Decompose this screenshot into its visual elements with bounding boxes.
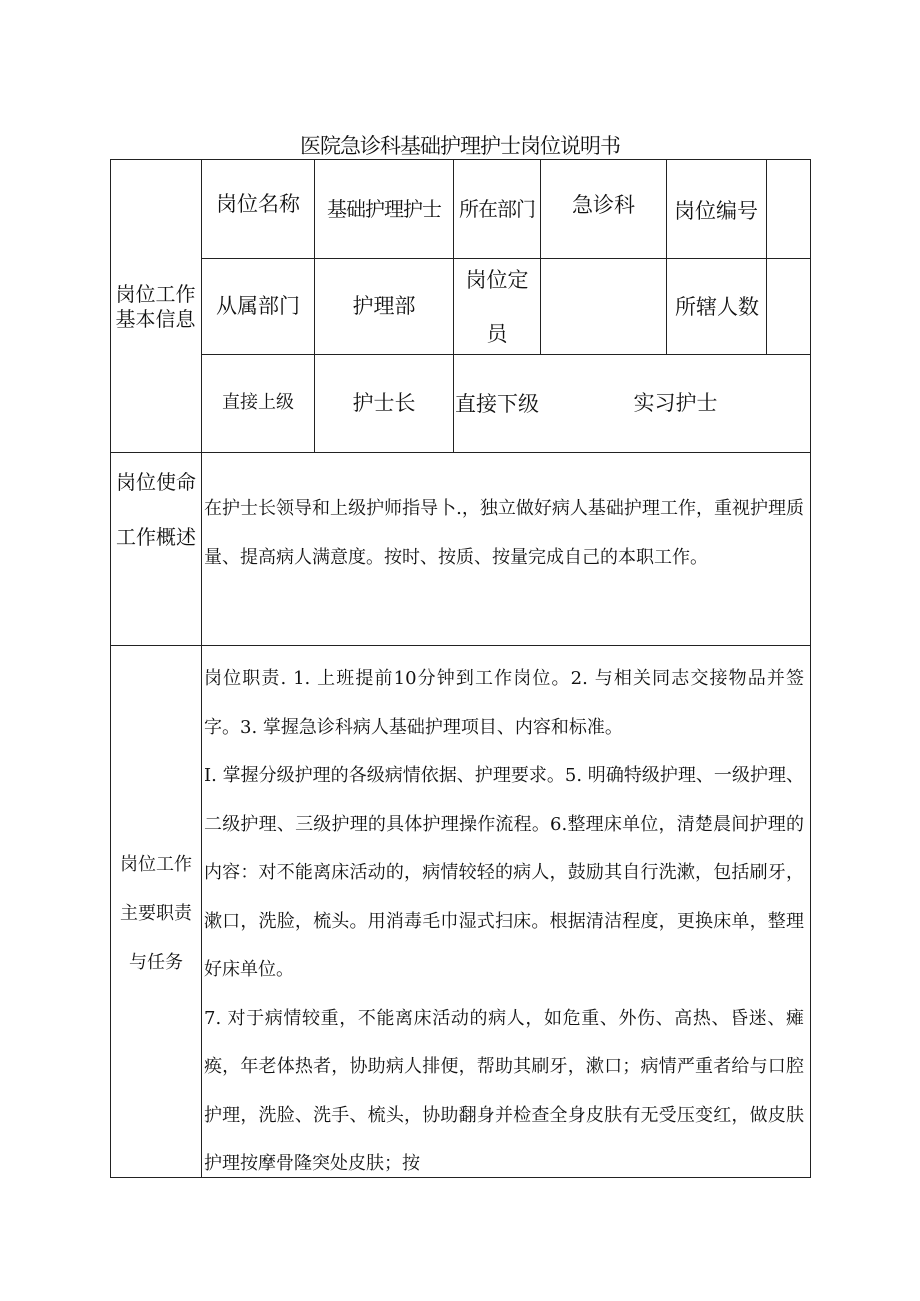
subordinate-count-value <box>767 259 810 354</box>
job-code-value <box>767 160 810 258</box>
job-name-value: 基础护理护士 <box>327 196 441 221</box>
duties-paragraph: 岗位职责. 1. 上班提前10分钟到工作岗位。2. 与相关同志交接物品并签字。3. 掌握急诊科病人基础护理项目、内容和标准。 <box>204 668 804 738</box>
duties-text <box>204 655 804 1189</box>
duties-paragraph: I. 掌握分级护理的各级病情依据、护理要求。5. 明确特级护理、一级护理、二级护理、三级护理的具体护理操作流程。6.整理床单位，清楚晨间护理的内容：对不能离床活动的，病情较轻的病人，鼓励其自行洗漱，包括刷牙，漱口，洗脸，梳头。用消毒毛巾湿式扫床。根据清洁程度，更换床单，整理好床单位。 <box>204 765 804 980</box>
headcount-label: 岗位定员 <box>465 267 529 346</box>
direct-subordinate-label: 直接下级 <box>455 391 539 416</box>
divider <box>110 452 811 453</box>
duties-section-label: 岗位工作主要职责与任务 <box>120 854 192 973</box>
subordinate-count-label: 所辖人数 <box>675 294 759 319</box>
department-label: 所在部门 <box>459 196 535 221</box>
mission-section-label: 岗位使命工作概述 <box>116 470 196 549</box>
direct-superior-value: 护士长 <box>352 391 416 416</box>
parent-department-label: 从属部门 <box>216 294 300 319</box>
divider <box>666 159 667 355</box>
divider <box>110 645 811 646</box>
parent-department-value: 护理部 <box>352 294 416 319</box>
direct-superior-label: 直接上级 <box>222 392 294 414</box>
direct-subordinate-value: 实习护士 <box>633 391 718 416</box>
job-name-label: 岗位名称 <box>216 191 300 216</box>
department-value: 急诊科 <box>572 192 635 217</box>
duties-paragraph: 7. 对于病情较重，不能离床活动的病人，如危重、外伤、高热、昏迷、瘫痪，年老体热者，协助病人排便，帮助其刷牙，漱口；病情严重者给与口腔护理，洗脸、洗手、梳头，协助翻身并检查全身皮肤有无受压变红，做皮肤护理按摩骨隆突处皮肤；按 <box>204 1007 804 1174</box>
document-title: 医院急诊科基础护理护士岗位说明书 <box>300 134 620 158</box>
job-code-label: 岗位编号 <box>674 198 758 223</box>
basic-info-section-label: 岗位工作基本信息 <box>115 282 196 331</box>
mission-text: 在护士长领导和上级护师指导卜.，独立做好病人基础护理工作，重视护理质量、提高病人满意度。按时、按质、按量完成自己的本职工作。 <box>204 498 804 568</box>
headcount-value <box>541 259 666 354</box>
